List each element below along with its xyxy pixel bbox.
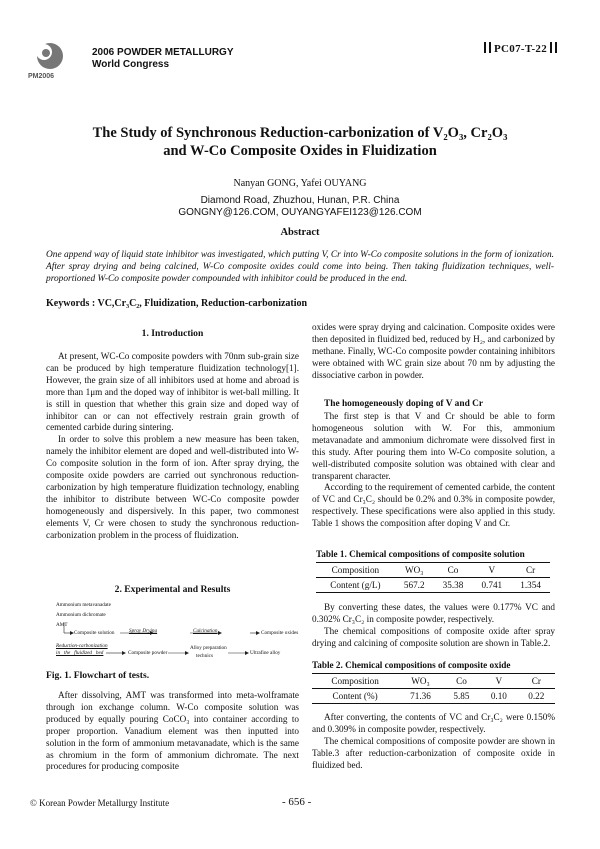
flow-node-technics: technics xyxy=(196,653,213,659)
experimental-body xyxy=(46,690,299,773)
logo-text: PM2006 xyxy=(28,73,55,80)
table1-caption: Table 1. Chemical compositions of composite solution xyxy=(316,549,525,559)
flow-node-fluidized-bed: in the fluidized bed xyxy=(56,650,104,656)
table1-cell: 35.38 xyxy=(434,578,473,593)
experimental-paragraph-1: After dissolving, AMT was transformed into meta-wolframate through ion exchange column. W-Co composite solution was produced by equally pouring CoCO₃ into container according to proper proportion. Vanadium element was then inputted into solution in the form of ammonium metavanadate, which is the same as chromium in the form of ammonium dichromate. The next procedures for producing composite xyxy=(46,690,299,772)
abstract-text: One append way of liquid state inhibitor was investigated, which putting V, Cr into W-Co composite solutions in the form of ionization. After spray drying and being calcined, W-Co composite oxides could come into being. Then taking fluidization techniques, well-proportioned W-Co composite powder compounded with inhibitor could be produced in the end. xyxy=(46,250,554,284)
right-paragraph-4: The chemical compositions of composite oxide after spray drying and calcining of composite solution are shown in Table.2. xyxy=(312,625,555,648)
table1-header-cell: Cr xyxy=(511,563,550,578)
page-number: - 656 - xyxy=(282,796,312,808)
table1-header-row xyxy=(316,563,550,578)
table2-header-row xyxy=(312,674,555,689)
table1-header-cell: Co xyxy=(434,563,473,578)
right-paragraph-6: The chemical compositions of composite powder are shown in Table.3 after reduction-carbonization of composite oxide in fluidized bed. xyxy=(312,735,555,770)
table2-cell: 5.85 xyxy=(443,689,480,704)
paper-code-text: PC07-T-22 xyxy=(494,43,548,55)
intro-paragraph-2: In order to solve this problem a new measure has been taken, namely the inhibitor element are doped and well-distributed into W-Co composite solution in the form of ion. After spray drying, the composite oxide powders are carried out synchronous reduction-carbonization by high temperature fluidization technology, enabling the inhibitor to distribute between WC-Co composite powder homogeneously and dispersively. In this paper, two commonest elements V, Cr were chosen to study the synchronous reduction-carbonization problem in the process of fluidization. xyxy=(46,434,299,540)
address-line1: Diamond Road, Zhuzhou, Hunan, P.R. China xyxy=(200,195,400,206)
flow-node-reduction: Reduction-carbonization xyxy=(56,643,108,649)
table2-caption: Table 2. Chemical compositions of composite oxide xyxy=(312,660,511,670)
table2-discussion xyxy=(312,712,555,772)
title-line1: The Study of Synchronous Reduction-carbonization of V₂O₃, Cr₂O₃ xyxy=(92,125,508,141)
table1-header-cell: WO₃ xyxy=(395,563,434,578)
doping-subheading: The homogeneously doping of V and Cr xyxy=(324,399,484,409)
table1-cell: 567.2 xyxy=(395,578,434,593)
table1-header-cell: V xyxy=(472,563,511,578)
flow-node-dichromate: Ammonium dichromate xyxy=(56,612,106,618)
table2-header-cell: V xyxy=(480,674,517,689)
table2-header-cell: Composition xyxy=(312,674,398,689)
table1-cell: 0.741 xyxy=(472,578,511,593)
table1-row xyxy=(316,578,550,593)
conference-name xyxy=(92,47,234,71)
table2-cell: 71.36 xyxy=(398,689,443,704)
table1-discussion xyxy=(312,602,555,650)
intro-paragraph-1: At present, WC-Co composite powders with 70nm sub-grain size can be produced by high temperature fluidization technology[1]. However, the grain size of all inhibitors used at home and abroad is more than 1μm and the doped way of inhibitor is wet-ball milling. It is still in question that whether this grain size and doped way of inhibitor can or can not effectively restrain grain growth of cemented carbide during sintering. xyxy=(46,351,299,433)
conference-line2: World Congress xyxy=(92,59,170,70)
flow-node-composite-oxides: Composite oxides xyxy=(261,630,299,636)
address-line2: GONGNY@126.COM, OUYANGYAFEI123@126.COM xyxy=(178,207,422,218)
pm-logo-icon xyxy=(28,40,68,74)
title-line2: and W-Co Composite Oxides in Fluidization xyxy=(163,143,437,159)
table1-cell: 1.354 xyxy=(511,578,550,593)
flow-node-composite-solution: Composite solution xyxy=(74,630,115,636)
conference-logo xyxy=(28,40,88,88)
experimental-heading: 2. Experimental and Results xyxy=(114,584,231,595)
table2-header-cell: WO₃ xyxy=(398,674,443,689)
flow-node-metavanadate: Ammonium metavanadate xyxy=(56,602,111,608)
authors: Nanyan GONG, Yafei OUYANG xyxy=(233,178,367,189)
footer-copyright: © Korean Powder Metallurgy Institute xyxy=(30,798,170,808)
flow-node-composite-powder: Composite powder xyxy=(128,650,168,656)
table2-row-label: Content (%) xyxy=(312,689,398,704)
table2-row xyxy=(312,689,555,704)
table2-header-cell: Co xyxy=(443,674,480,689)
right-paragraph-3: By converting these dates, the values were 0.177% VC and 0.302% Cr₃C₂ in composite powder, respectively. xyxy=(312,602,555,624)
keywords: Keywords : VC,Cr₃C₂, Fluidization, Reduction-carbonization xyxy=(46,298,308,309)
intro-heading: 1. Introduction xyxy=(141,328,204,339)
flow-node-alloy-prep: Alloy preparation xyxy=(190,645,227,651)
table2-cell: 0.10 xyxy=(480,689,517,704)
right-paragraph-5: After converting, the contents of VC and Cr₃C₂ were 0.150% and 0.309% in composite powder, respectively. xyxy=(312,712,555,734)
flow-node-ultrafine-alloy: Ultrafine alloy xyxy=(250,650,281,656)
intro-body xyxy=(46,351,299,542)
figure-caption: Fig. 1. Flowchart of tests. xyxy=(46,670,150,681)
table1-row-label: Content (g/L) xyxy=(316,578,395,593)
right-col-top xyxy=(312,322,555,382)
flow-node-amt: AMT xyxy=(56,622,68,628)
table2-header-cell: Cr xyxy=(518,674,555,689)
flow-node-calcination: Calcination xyxy=(193,628,218,634)
table2-cell: 0.22 xyxy=(518,689,555,704)
paper-code xyxy=(484,42,557,55)
right-paragraph-0: oxides were spray drying and calcination. Composite oxides were then deposited in fluidized bed, reduced by H₂, and carbonized by methane. Finally, WC-Co composite powder containing inhibitors were obtained with WC grain size about 70 nm by adjusting the dissociative carbon in powder. xyxy=(312,322,555,380)
flow-node-spray-drying: Spray Drying xyxy=(129,628,158,634)
doping-body xyxy=(312,411,555,530)
author-address xyxy=(40,195,560,219)
conference-line1: 2006 POWDER METALLURGY xyxy=(92,47,234,58)
table1 xyxy=(316,562,550,593)
right-paragraph-1: The first step is that V and Cr should be able to form homogeneous solution with W. For this, ammonium metavanadate and ammonium dichromate were dissolved first in this study. After pouring them into W-Co composite solution, a well-distributed composite solution was obtained with clear and transparent character. xyxy=(312,411,555,481)
paper-title xyxy=(40,124,560,160)
flowchart-figure xyxy=(50,602,300,664)
abstract-heading: Abstract xyxy=(280,227,320,238)
right-paragraph-2: According to the requirement of cemented carbide, the content of VC and Cr₃C₂ should be 0.2% and 0.3% in composite powder, respectively. These specifications were also applied in this study. Table 1 shows the composition after doping V and Cr. xyxy=(312,482,555,529)
table1-header-cell: Composition xyxy=(316,563,395,578)
table2 xyxy=(312,673,555,704)
